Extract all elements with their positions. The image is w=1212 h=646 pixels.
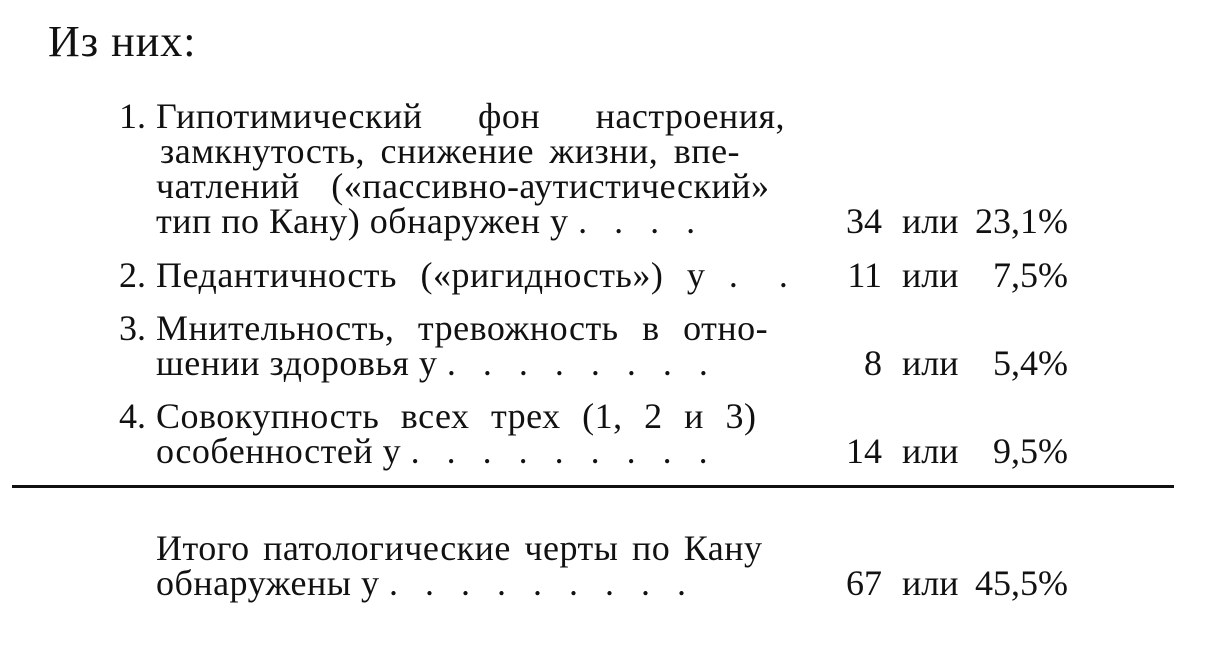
item-percent: 9,5% (993, 431, 1068, 471)
leader-dots: . . . . . . . . . (388, 563, 695, 603)
item-text-line (156, 343, 717, 383)
divider-rule (12, 485, 1174, 488)
item-conjunction: или (902, 343, 959, 383)
item-count: 34 (846, 201, 882, 241)
item-value (840, 343, 1080, 383)
item-text-line (156, 431, 717, 471)
item-text: шении здоровья у (156, 343, 438, 383)
total-count: 67 (846, 563, 882, 603)
item-number: 4. (119, 396, 146, 436)
item-text-line: Гипотимический фон настроения, (156, 96, 786, 136)
item-value (840, 201, 1080, 241)
item-text: тип по Кану) обнаружен у (156, 201, 569, 241)
item-text-line (156, 255, 797, 295)
total-text: обнаружены у (156, 563, 380, 603)
total-percent: 45,5% (975, 563, 1068, 603)
leader-dots: . . . . . . . . . (410, 431, 717, 471)
item-text: особенностей у (156, 431, 402, 471)
item-text-line: Мнительность, тревожность в отно- (156, 308, 769, 348)
item-percent: 5,4% (993, 343, 1068, 383)
total-text-line: Итого патологические черты по Кану (156, 528, 763, 568)
item-conjunction: или (902, 431, 959, 471)
item-count: 14 (846, 431, 882, 471)
item-text-line: Совокупность всех трех (1, 2 и 3) (156, 396, 757, 436)
item-value (840, 255, 1080, 295)
item-text-line (156, 201, 704, 241)
item-conjunction: или (902, 255, 959, 295)
item-count: 11 (847, 255, 882, 295)
item-count: 8 (864, 343, 882, 383)
total-value (840, 563, 1080, 603)
item-value (840, 431, 1080, 471)
total-text-line (156, 563, 695, 603)
item-text-line: чатлений («пассивно-аутистический» (156, 166, 770, 206)
item-text-line: замкнутость, снижение жизни, впе- (160, 131, 741, 171)
item-percent: 7,5% (993, 255, 1068, 295)
item-text: Педантичность («ригидность») у (156, 255, 706, 295)
item-number: 1. (119, 96, 146, 136)
leader-dots: . . . . . . . . (446, 343, 717, 383)
item-number: 3. (119, 308, 146, 348)
total-conjunction: или (902, 563, 959, 603)
item-conjunction: или (902, 201, 959, 241)
leader-dots: . . . . (578, 201, 705, 241)
section-heading: Из них: (48, 17, 197, 66)
leader-dots: . . (728, 255, 797, 295)
item-percent: 23,1% (975, 201, 1068, 241)
item-number: 2. (119, 255, 146, 295)
